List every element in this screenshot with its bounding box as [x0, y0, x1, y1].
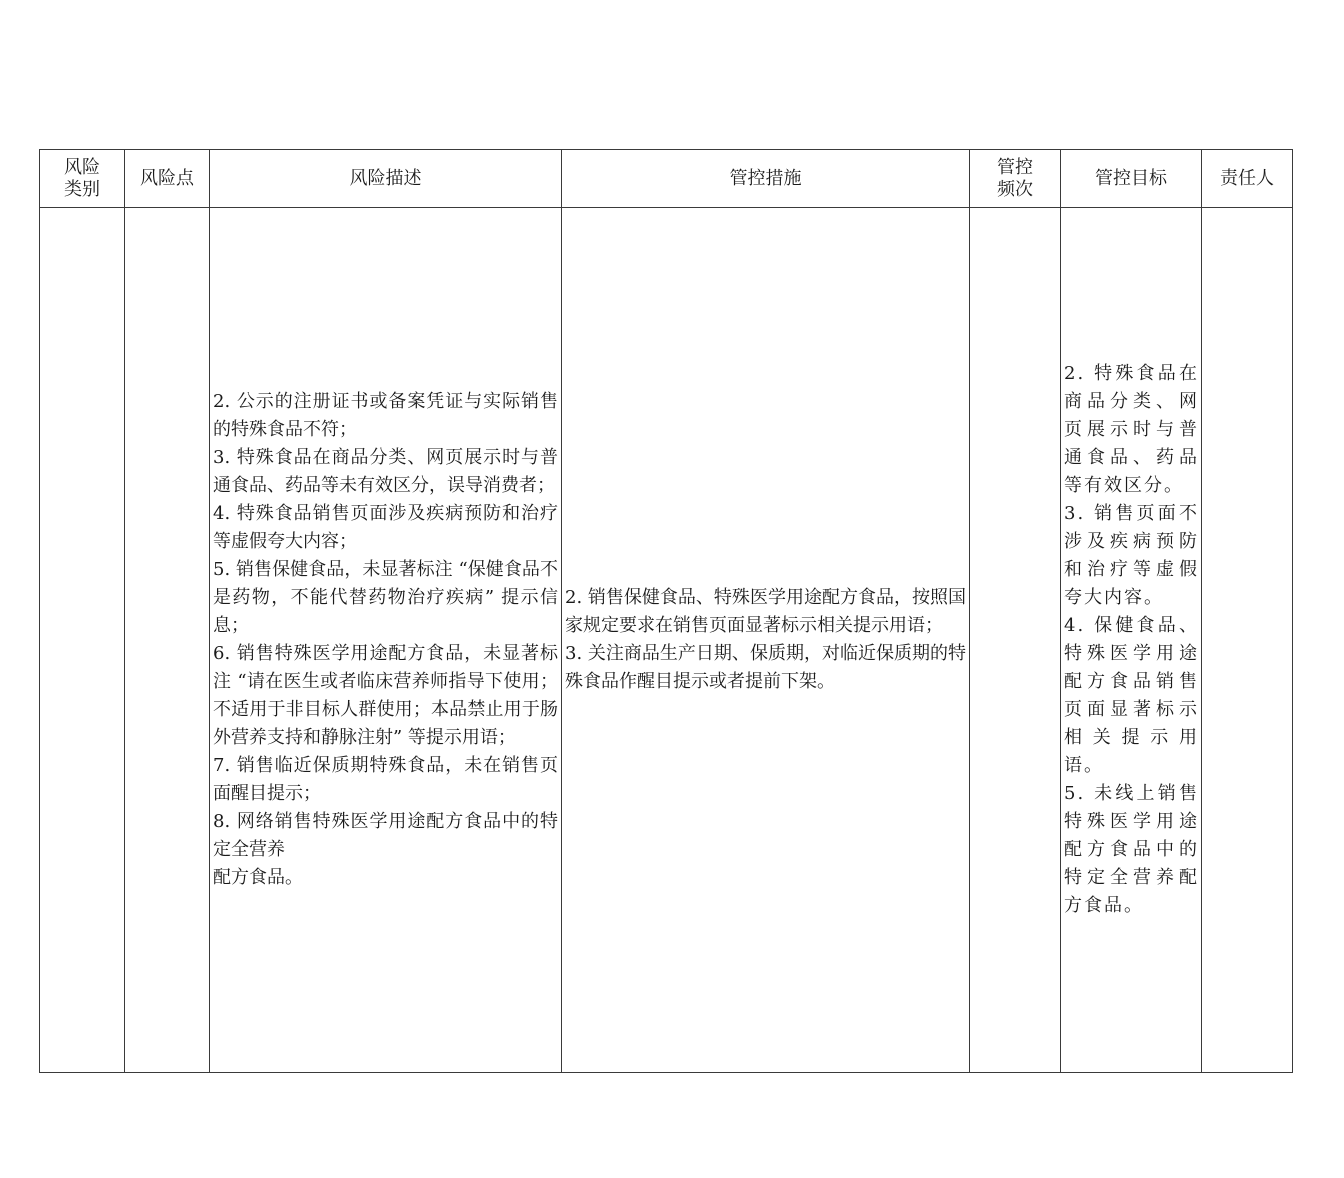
header-risk-description: 风险描述	[210, 150, 562, 208]
control-target-item: 4. 保健食品、特殊医学用途配方食品销售页面显著标示相关提示用语。	[1064, 615, 1199, 776]
header-control-measures: 管控措施	[562, 150, 970, 208]
header-risk-category-line1: 风险	[64, 156, 100, 178]
risk-control-table	[39, 149, 1293, 1073]
table-row	[40, 208, 1293, 1073]
risk-description-item: 6. 销售特殊医学用途配方食品，未显著标注 “请在医生或者临床营养师指导下使用；不适用于非目标人群使用；本品禁止用于肠外营养支持和静脉注射” 等提示用语；	[213, 643, 559, 748]
control-measure-item: 3. 关注商品生产日期、保质期，对临近保质期的特殊食品作醒目提示或者提前下架。	[565, 643, 966, 692]
header-control-frequency	[970, 150, 1061, 208]
header-control-frequency-line1: 管控	[997, 156, 1033, 178]
cell-responsible-person	[1202, 208, 1293, 1073]
control-target-item: 2. 特殊食品在商品分类、网页展示时与普通食品、药品等有效区分。	[1064, 363, 1199, 496]
cell-control-measures	[562, 208, 970, 1073]
header-control-frequency-line2: 频次	[997, 178, 1033, 200]
risk-description-item: 8. 网络销售特殊医学用途配方食品中的特定全营养	[213, 811, 558, 860]
header-risk-category	[40, 150, 125, 208]
cell-control-target	[1061, 208, 1202, 1073]
control-target-item: 3. 销售页面不涉及疾病预防和治疗等虚假夸大内容。	[1064, 503, 1199, 608]
cell-control-frequency	[970, 208, 1061, 1073]
cell-risk-point	[125, 208, 210, 1073]
table-header-row	[40, 150, 1293, 208]
cell-risk-description	[210, 208, 562, 1073]
header-control-target: 管控目标	[1061, 150, 1202, 208]
control-measure-item: 2. 销售保健食品、特殊医学用途配方食品，按照国家规定要求在销售页面显著标示相关提示用语；	[565, 587, 966, 636]
risk-description-item: 4. 特殊食品销售页面涉及疾病预防和治疗等虚假夸大内容；	[213, 503, 558, 552]
risk-description-item: 2. 公示的注册证书或备案凭证与实际销售的特殊食品不符；	[213, 391, 558, 440]
risk-description-item: 配方食品。	[213, 867, 303, 888]
cell-risk-category	[40, 208, 125, 1073]
risk-description-item: 5. 销售保健食品，未显著标注 “保健食品不是药物，不能代替药物治疗疾病” 提示信息；	[213, 559, 558, 636]
risk-description-item: 7. 销售临近保质期特殊食品，未在销售页面醒目提示；	[213, 755, 558, 804]
header-responsible-person: 责任人	[1202, 150, 1293, 208]
header-risk-category-line2: 类别	[64, 178, 100, 200]
control-target-item: 5. 未线上销售特殊医学用途配方食品中的特定全营养配方食品。	[1064, 783, 1199, 916]
header-risk-point: 风险点	[125, 150, 210, 208]
risk-description-item: 3. 特殊食品在商品分类、网页展示时与普通食品、药品等未有效区分，误导消费者；	[213, 447, 558, 496]
